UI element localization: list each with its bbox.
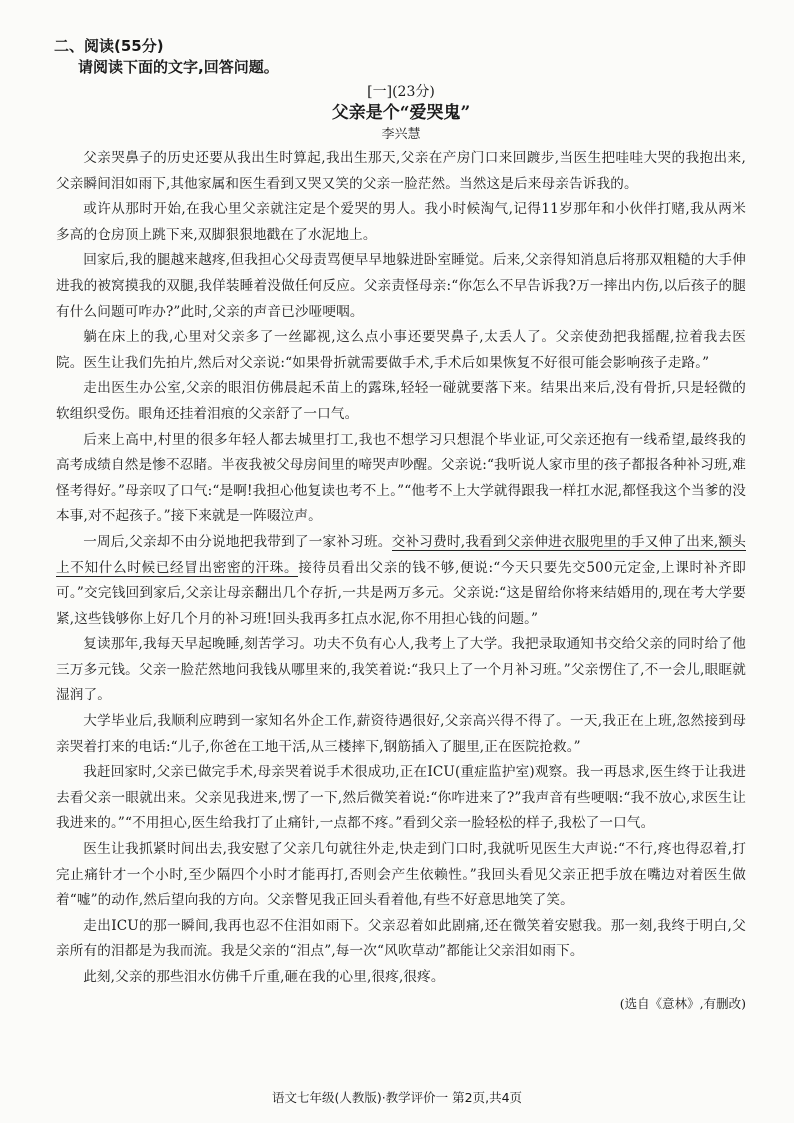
section-title: 二、阅读(55分) <box>54 37 164 55</box>
page-footer: 语文七年级(人教版)·教学评价一 第2页,共4页 <box>271 1090 523 1105</box>
paragraph: 我赶回家时,父亲已做完手术,母亲哭着说手术很成功,正在ICU(重症监护室)观察。我一再恳求,医生终于让我进去看父亲一眼就出来。父亲见我进来,愣了一下,然后微笑着说:“你咋进来了?”我声音有些哽咽:“我不放心,求医生让我进来的。”“不用担心,医生给我打了止痛针,一点都不疼。”看到父亲一脸轻松的样子,我松了一口气。 <box>56 764 746 832</box>
paragraph: 复读那年,我每天早起晚睡,刻苦学习。功夫不负有心人,我考上了大学。我把录取通知书交给父亲的同时给了他三万多元钱。父亲一脸茫然地问我钱从哪里来的,我笑着说:“我只上了一个月补习班。”父亲愣住了,不一会儿,眼眶就湿润了。 <box>56 636 746 704</box>
paragraph-text: 接待员看出父亲的钱不够,便说:“今天只要先交500元定金,上课时补齐即可。”交完钱回到家后,父亲让母亲翻出几个存折,一共是两万多元。父亲说:“这是留给你将来结婚用的,现在考大学要紧,这些钱够你上好几个月的补习班!回头我再多扛点水泥,你不用担心钱的问题。” <box>56 559 746 627</box>
part-label: [一](23分) <box>367 84 435 100</box>
paragraph: 此刻,父亲的那些泪水仿佛千斤重,砸在我的心里,很疼,很疼。 <box>83 969 445 985</box>
underlined-sentence: 交补习费时,我看到父亲伸进衣服兜里的手又伸了出来,额头上不知什么时候已经冒出密密的汗珠。 <box>56 533 746 576</box>
paragraph: 或许从那时开始,在我心里父亲就注定是个爱哭的男人。我小时候淘气,记得11岁那年和小伙伴打赌,我从两米多高的仓房顶上跳下来,双脚狠狠地戳在了水泥地上。 <box>56 201 746 243</box>
article-body <box>56 146 746 991</box>
article-author: 李兴慧 <box>381 127 421 142</box>
paragraph: 医生让我抓紧时间出去,我安慰了父亲几句就往外走,快走到门口时,我就听见医生大声说:“不行,疼也得忍着,打完止痛针才一个小时,至少隔四个小时才能再打,否则会产生依赖性。”我回头看见父亲正把手放在嘴边对着医生做着“嘘”的动作,然后望向我的方向。父亲瞥见我正回头看着他,有些不好意思地笑了笑。 <box>56 841 746 909</box>
paragraph: 回家后,我的腿越来越疼,但我担心父母责骂便早早地躲进卧室睡觉。后来,父亲得知消息后将那双粗糙的大手伸进我的被窝摸我的双腿,我佯装睡着没做任何反应。父亲责怪母亲:“你怎么不早告诉我?万一摔出内伤,以后孩子的腿有什么问题可咋办?”此时,父亲的声音已沙哑哽咽。 <box>56 252 746 320</box>
paragraph: 躺在床上的我,心里对父亲多了一丝鄙视,这么点小事还要哭鼻子,太丢人了。父亲使劲把我摇醒,拉着我去医院。医生让我们先拍片,然后对父亲说:“如果骨折就需要做手术,手术后如果恢复不好很可能会影响孩子走路。” <box>56 329 746 371</box>
paragraph-with-underline <box>56 530 746 632</box>
paragraph: 走出医生办公室,父亲的眼泪仿佛晨起禾苗上的露珠,轻轻一碰就要落下来。结果出来后,没有骨折,只是轻微的软组织受伤。眼角还挂着泪痕的父亲舒了一口气。 <box>56 380 746 422</box>
paragraph: 后来上高中,村里的很多年轻人都去城里打工,我也不想学习只想混个毕业证,可父亲还抱有一线希望,最终我的高考成绩自然是惨不忍睹。半夜我被父母房间里的啼哭声吵醒。父亲说:“我听说人家市里的孩子都报各种补习班,难怪考得好。”母亲叹了口气:“是啊!我担心他复读也考不上。”“他考不上大学就得跟我一样扛水泥,都怪我这个当爹的没本事,对不起孩子。”接下来就是一阵啜泣声。 <box>56 431 746 525</box>
reading-instruction: 请阅读下面的文字,回答问题。 <box>78 58 279 76</box>
article-title: 父亲是个“爱哭鬼” <box>331 103 471 123</box>
paragraph: 父亲哭鼻子的历史还要从我出生时算起,我出生那天,父亲在产房门口来回踱步,当医生把哇哇大哭的我抱出来,父亲瞬间泪如雨下,其他家属和医生看到又哭又笑的父亲一脸茫然。当然这是后来母亲告诉我的。 <box>56 150 746 192</box>
exam-page <box>56 36 746 1013</box>
source-note: (选自《意林》,有删改) <box>619 995 746 1011</box>
paragraph-text: 一周后,父亲却不由分说地把我带到了一家补习班。 <box>83 533 392 550</box>
paragraph: 走出ICU的那一瞬间,我再也忍不住泪如雨下。父亲忍着如此剧痛,还在微笑着安慰我。那一刻,我终于明白,父亲所有的泪都是为我而流。我是父亲的“泪点”,每一次“风吹草动”都能让父亲泪如雨下。 <box>56 917 746 960</box>
paragraph: 大学毕业后,我顺利应聘到一家知名外企工作,薪资待遇很好,父亲高兴得不得了。一天,我正在上班,忽然接到母亲哭着打来的电话:“儿子,你爸在工地干活,从三楼摔下,钢筋插入了腿里,正在医院抢救。” <box>56 713 746 755</box>
